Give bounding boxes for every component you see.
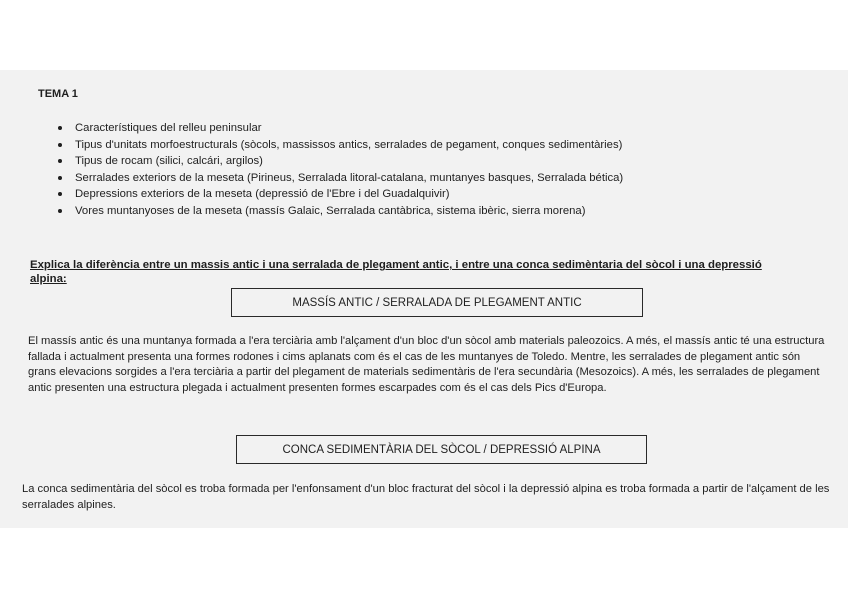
topic-list (56, 120, 623, 220)
list-item: Tipus d'unitats morfoestructurals (sòcols, massissos antics, serralades de pegament, conques sedimentàries) (56, 137, 623, 154)
document-page (0, 70, 848, 528)
paragraph-conca: La conca sedimentària del sòcol es troba formada per l'enfonsament d'un bloc fracturat del sòcol i la depressió alpina es troba formada a partir de l'alçament de les serralades alpines. (22, 483, 830, 511)
list-item: Depressions exteriors de la meseta (depressió de l'Ebre i del Guadalquivir) (56, 186, 623, 203)
list-item: Característiques del relleu peninsular (56, 120, 623, 137)
question-heading: Explica la diferència entre un massis antic i una serralada de plegament antic, i entre una conca sedimèntaria del sòcol i una depressió alpina: (30, 259, 762, 285)
page-title: TEMA 1 (38, 88, 78, 100)
list-item: Serralades exteriors de la meseta (Pirineus, Serralada litoral-catalana, muntanyes basques, Serralada bética) (56, 170, 623, 187)
list-item: Vores muntanyoses de la meseta (massís Galaic, Serralada cantàbrica, sistema ibèric, sierra morena) (56, 203, 623, 220)
section-heading-conca: CONCA SEDIMENTÀRIA DEL SÒCOL / DEPRESSIÓ ALPINA (236, 435, 647, 464)
list-item: Tipus de rocam (silici, calcári, argilos) (56, 153, 623, 170)
section-heading-massis: MASSÍS ANTIC / SERRALADA DE PLEGAMENT ANTIC (231, 288, 643, 317)
paragraph-massis: El massís antic és una muntanya formada a l'era terciària amb l'alçament d'un bloc d'un sòcol amb materials paleozoics. A més, el massís antic té una estructura fallada i actualment presenta una formes rodones i cims aplanats com és el cas de les muntanyes de Toledo. Mentre, les serralades de plegament antic són grans elevacions sorgides a l'era terciària a partir del plegament de materials sedimentàris de l'era secundària (Mesozoics). A més, les serralades de plegament antic presenten una estructura plegada i actualment presenten formes escarpades com és el cas dels Pics d'Europa. (28, 335, 825, 394)
